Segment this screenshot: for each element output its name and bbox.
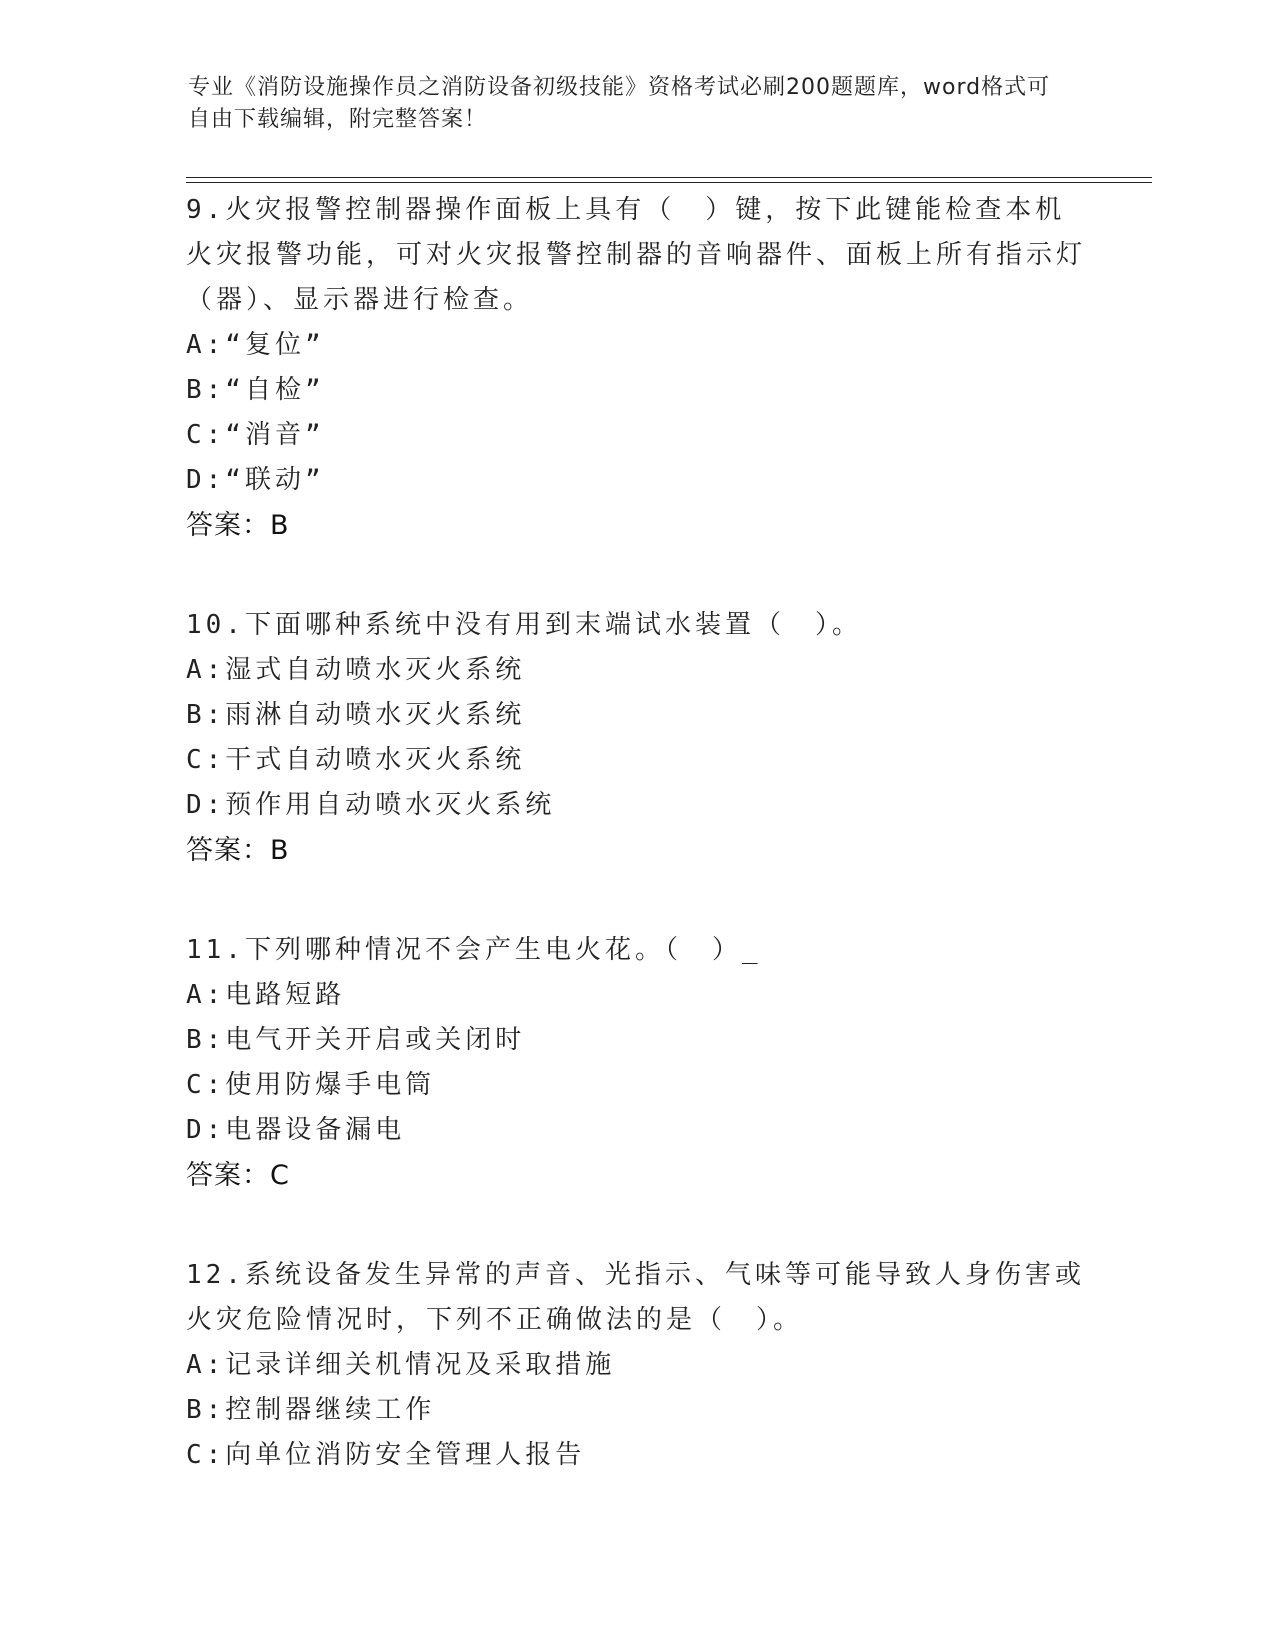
question-option-a: A:记录详细关机情况及采取措施 (186, 1350, 616, 1380)
question-option-c: C:向单位消防安全管理人报告 (186, 1440, 586, 1470)
question-option-c: C:使用防爆手电筒 (186, 1070, 436, 1100)
question-stem: 10.下面哪种系统中没有用到末端试水装置（ ）。 (186, 610, 862, 640)
question-option-d: D:预作用自动喷水灭火系统 (186, 790, 556, 820)
question-item (186, 603, 1086, 873)
question-option-d: D:电器设备漏电 (186, 1115, 406, 1145)
question-option-d: D:“联动” (186, 465, 325, 495)
question-option-b: B:雨淋自动喷水灭火系统 (186, 700, 526, 730)
question-option-c: C:干式自动喷水灭火系统 (186, 745, 526, 775)
question-stem: 9.火灾报警控制器操作面板上具有（ ）键，按下此键能检查本机火灾报警功能，可对火灾报警控制器的音响器件、面板上所有指示灯（器）、显示器进行检查。 (186, 195, 1087, 315)
question-answer: 答案：C (186, 1160, 290, 1191)
question-item (186, 188, 1086, 548)
question-stem: 12.系统设备发生异常的声音、光指示、气味等可能导致人身伤害或火灾危险情况时，下列不正确做法的是（ ）。 (186, 1260, 1085, 1335)
header-rule-top (186, 177, 1152, 178)
question-list (186, 188, 1086, 1533)
question-option-a: A:“复位” (186, 330, 325, 360)
question-option-b: B:电气开关开启或关闭时 (186, 1025, 526, 1055)
question-option-b: B:控制器继续工作 (186, 1395, 436, 1425)
question-option-a: A:湿式自动喷水灭火系统 (186, 655, 526, 685)
question-answer: 答案：B (186, 835, 290, 866)
header-rule-bottom (186, 182, 1152, 183)
question-item (186, 1253, 1086, 1478)
question-answer: 答案：B (186, 510, 290, 541)
question-option-a: A:电路短路 (186, 980, 346, 1010)
question-option-c: C:“消音” (186, 420, 325, 450)
question-option-b: B:“自检” (186, 375, 325, 405)
question-stem: 11.下列哪种情况不会产生电火花。（ ）_ (186, 935, 762, 965)
question-item (186, 928, 1086, 1198)
document-header: 专业《消防设施操作员之消防设备初级技能》资格考试必刷200题题库，word格式可自由下载编辑，附完整答案！ (188, 75, 1051, 132)
